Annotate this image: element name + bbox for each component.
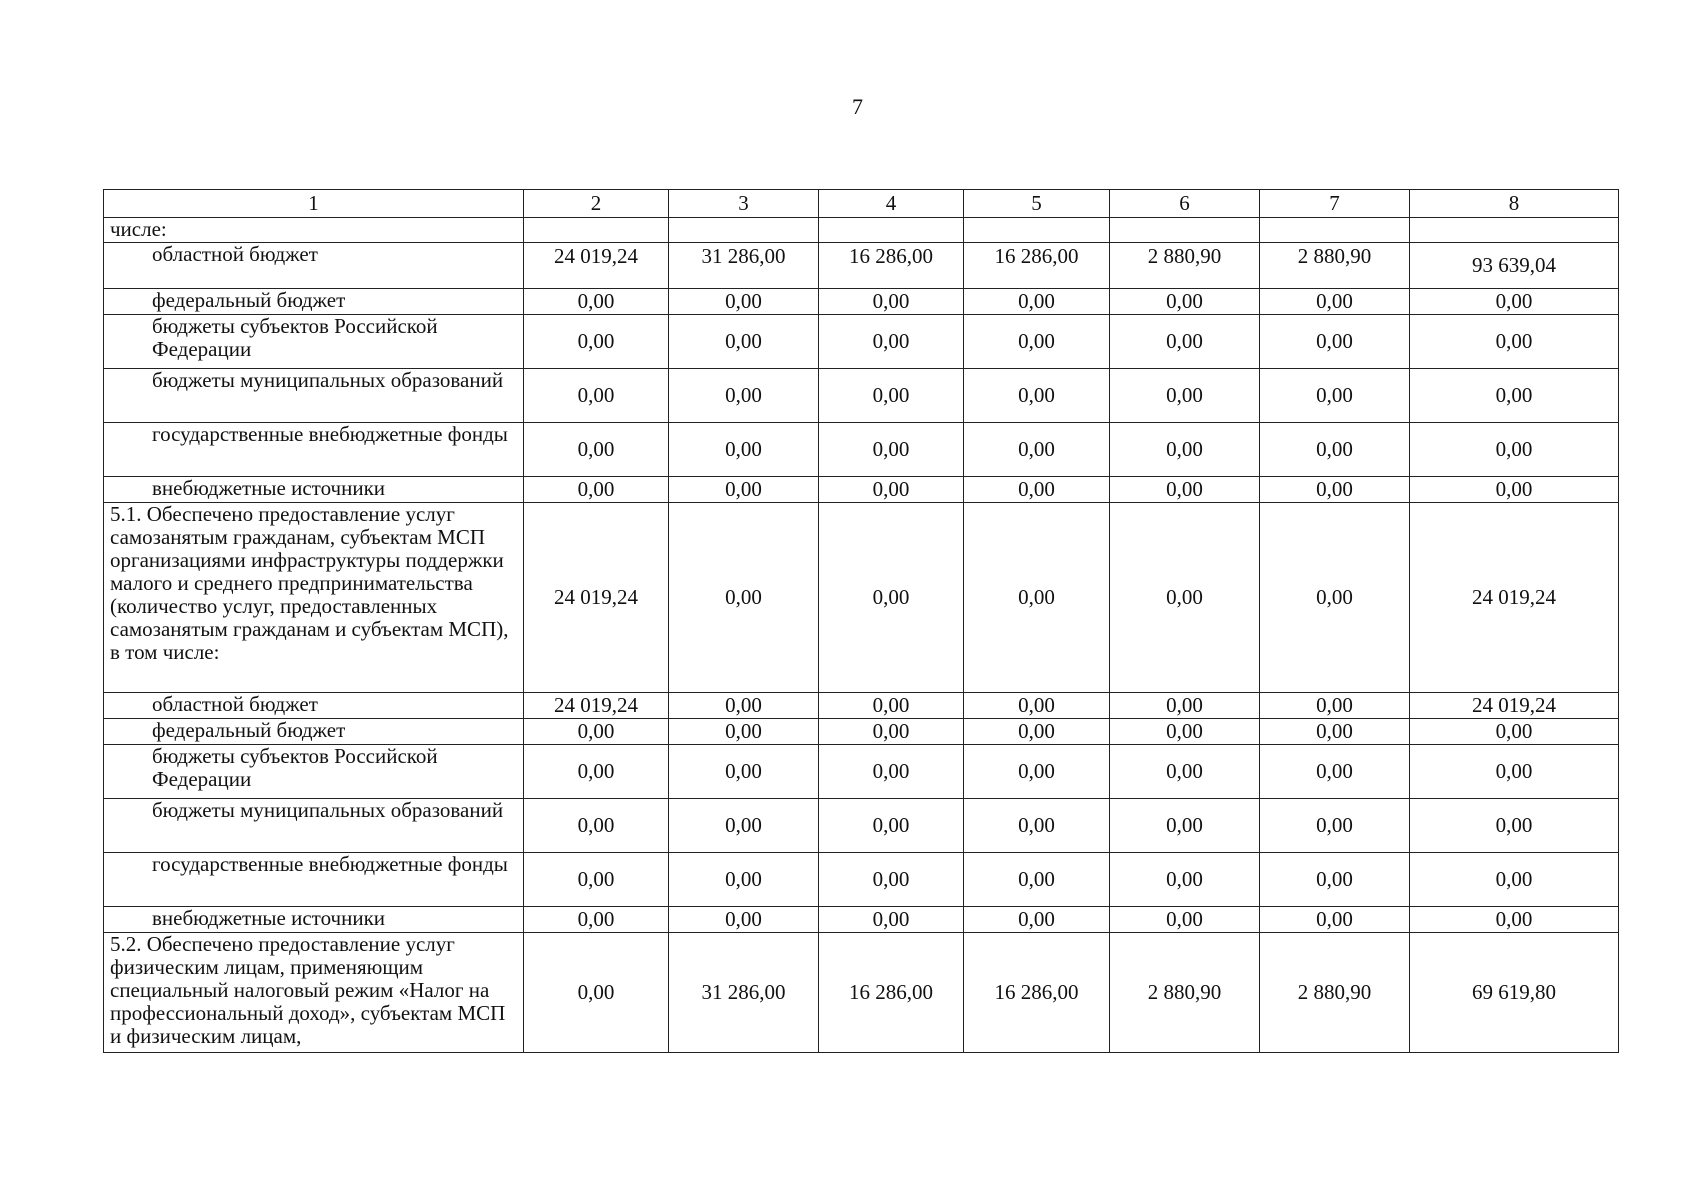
table-cell: 2 880,90 (1110, 243, 1260, 289)
table-cell: 0,00 (819, 423, 964, 477)
table-cell: 0,00 (669, 477, 819, 503)
table-cell: 0,00 (524, 423, 669, 477)
table-cell: 0,00 (1260, 693, 1410, 719)
row-label: федеральный бюджет (104, 289, 524, 315)
table-cell: 0,00 (964, 477, 1110, 503)
table-cell: 0,00 (524, 369, 669, 423)
row-label: областной бюджет (104, 693, 524, 719)
table-cell: 0,00 (1410, 477, 1619, 503)
table-cell: 0,00 (669, 369, 819, 423)
row-label: государственные внебюджетные фонды (104, 853, 524, 907)
table-cell: 0,00 (1260, 315, 1410, 369)
table-cell: 0,00 (819, 745, 964, 799)
table-cell: 0,00 (1260, 369, 1410, 423)
table-cell: 0,00 (819, 289, 964, 315)
table-cell: 0,00 (1410, 799, 1619, 853)
table-cell: 0,00 (1110, 745, 1260, 799)
table-cell: 24 019,24 (524, 243, 669, 289)
table-cell: 0,00 (964, 369, 1110, 423)
table-cell: 16 286,00 (819, 933, 964, 1053)
table-cell: 0,00 (819, 693, 964, 719)
row-label: 5.1. Обеспечено предоставление услуг самозанятым гражданам, субъектам МСП организациями инфраструктуры поддержки малого и среднего предпринимательства (количество услуг, предоставленных самозанятым гражданам и субъектам МСП), в том числе: (104, 503, 524, 693)
table-cell: 0,00 (819, 477, 964, 503)
table-cell: 0,00 (524, 933, 669, 1053)
table-cell: 0,00 (964, 853, 1110, 907)
table-cell: 0,00 (964, 907, 1110, 933)
table-row (104, 289, 1619, 315)
table-row (104, 423, 1619, 477)
row-label: бюджеты субъектов Российской Федерации (104, 745, 524, 799)
table-cell: 31 286,00 (669, 243, 819, 289)
table-cell: 0,00 (669, 799, 819, 853)
column-header: 2 (524, 190, 669, 218)
table-cell: 0,00 (524, 853, 669, 907)
table-cell: 0,00 (964, 719, 1110, 745)
table-cell: 2 880,90 (1260, 243, 1410, 289)
table-row (104, 719, 1619, 745)
table-cell: 0,00 (1260, 907, 1410, 933)
table-cell: 0,00 (964, 423, 1110, 477)
table-cell: 0,00 (1410, 853, 1619, 907)
table-cell: 0,00 (964, 799, 1110, 853)
column-header: 3 (669, 190, 819, 218)
table-cell: 0,00 (1110, 503, 1260, 693)
table-cell (1410, 218, 1619, 243)
table-cell: 0,00 (819, 719, 964, 745)
table-cell: 0,00 (964, 503, 1110, 693)
table-cell: 0,00 (669, 853, 819, 907)
table-cell: 0,00 (819, 853, 964, 907)
table-cell (669, 218, 819, 243)
table-row (104, 243, 1619, 289)
table-cell: 0,00 (964, 693, 1110, 719)
table-cell: 0,00 (819, 315, 964, 369)
table-cell: 0,00 (1260, 503, 1410, 693)
table-cell: 31 286,00 (669, 933, 819, 1053)
row-label: внебюджетные источники (104, 477, 524, 503)
table-cell: 0,00 (1410, 907, 1619, 933)
column-header: 5 (964, 190, 1110, 218)
table-row (104, 799, 1619, 853)
table-row (104, 369, 1619, 423)
table-cell: 16 286,00 (819, 243, 964, 289)
table-row (104, 693, 1619, 719)
table-cell: 93 639,04 (1410, 243, 1619, 289)
table-cell: 0,00 (1260, 719, 1410, 745)
table-cell: 16 286,00 (964, 243, 1110, 289)
table-cell: 0,00 (1110, 369, 1260, 423)
table-cell: 0,00 (1260, 477, 1410, 503)
table-cell (524, 218, 669, 243)
table-cell: 0,00 (1110, 477, 1260, 503)
table-cell: 0,00 (669, 719, 819, 745)
table-cell: 0,00 (524, 907, 669, 933)
table-cell: 0,00 (819, 799, 964, 853)
table-cell: 24 019,24 (524, 503, 669, 693)
table-cell: 0,00 (1110, 907, 1260, 933)
table-cell: 0,00 (524, 745, 669, 799)
table-cell: 0,00 (669, 503, 819, 693)
table-cell: 0,00 (819, 907, 964, 933)
table-cell: 0,00 (1110, 315, 1260, 369)
table-cell: 0,00 (524, 315, 669, 369)
table-row (104, 745, 1619, 799)
table-cell: 0,00 (1410, 745, 1619, 799)
table-row (104, 315, 1619, 369)
table-cell: 0,00 (964, 289, 1110, 315)
table-cell: 0,00 (1110, 719, 1260, 745)
table-cell: 0,00 (1410, 315, 1619, 369)
table-cell: 16 286,00 (964, 933, 1110, 1053)
table-row (104, 853, 1619, 907)
table-cell: 0,00 (669, 745, 819, 799)
budget-table (103, 189, 1619, 1053)
table-cell: 0,00 (1110, 423, 1260, 477)
table-row (104, 477, 1619, 503)
table-cell: 2 880,90 (1260, 933, 1410, 1053)
table-cell: 0,00 (669, 423, 819, 477)
table-cell: 0,00 (1260, 289, 1410, 315)
table-cell (1260, 218, 1410, 243)
table-cell: 0,00 (819, 369, 964, 423)
table-cell: 0,00 (1410, 289, 1619, 315)
table-cell: 0,00 (669, 693, 819, 719)
table-cell: 0,00 (819, 503, 964, 693)
table-cell: 0,00 (669, 289, 819, 315)
table-cell: 0,00 (1410, 369, 1619, 423)
row-label: областной бюджет (104, 243, 524, 289)
table-cell: 0,00 (1110, 289, 1260, 315)
table-header-row (104, 190, 1619, 218)
column-header: 4 (819, 190, 964, 218)
table-row (104, 218, 1619, 243)
table-cell: 0,00 (1410, 423, 1619, 477)
table-row (104, 933, 1619, 1053)
table-cell: 0,00 (1110, 799, 1260, 853)
table-cell: 0,00 (964, 315, 1110, 369)
column-header: 1 (104, 190, 524, 218)
table-cell (964, 218, 1110, 243)
table-cell: 0,00 (524, 719, 669, 745)
table-cell: 24 019,24 (1410, 693, 1619, 719)
table-cell: 2 880,90 (1110, 933, 1260, 1053)
row-label: внебюджетные источники (104, 907, 524, 933)
row-label: бюджеты муниципальных образований (104, 369, 524, 423)
table-cell: 0,00 (1110, 693, 1260, 719)
table-cell: 24 019,24 (1410, 503, 1619, 693)
table-cell: 0,00 (524, 477, 669, 503)
row-label: числе: (104, 218, 524, 243)
table-row (104, 503, 1619, 693)
row-label: государственные внебюджетные фонды (104, 423, 524, 477)
table-cell: 0,00 (1260, 423, 1410, 477)
table-cell: 24 019,24 (524, 693, 669, 719)
row-label: 5.2. Обеспечено предоставление услуг физическим лицам, применяющим специальный налоговый режим «Налог на профессиональный доход», субъектам МСП и физическим лицам, (104, 933, 524, 1053)
table-cell: 69 619,80 (1410, 933, 1619, 1053)
table-cell: 0,00 (1110, 853, 1260, 907)
table-cell: 0,00 (964, 745, 1110, 799)
table-cell: 0,00 (1410, 719, 1619, 745)
table-cell (819, 218, 964, 243)
table-cell: 0,00 (1260, 745, 1410, 799)
table-cell: 0,00 (669, 315, 819, 369)
table-cell: 0,00 (524, 289, 669, 315)
row-label: бюджеты субъектов Российской Федерации (104, 315, 524, 369)
column-header: 8 (1410, 190, 1619, 218)
row-label: федеральный бюджет (104, 719, 524, 745)
table-cell: 0,00 (669, 907, 819, 933)
table-cell (1110, 218, 1260, 243)
table-row (104, 907, 1619, 933)
table-cell: 0,00 (1260, 853, 1410, 907)
row-label: бюджеты муниципальных образований (104, 799, 524, 853)
table-cell: 0,00 (524, 799, 669, 853)
page-number: 7 (852, 94, 863, 119)
column-header: 6 (1110, 190, 1260, 218)
table-cell: 0,00 (1260, 799, 1410, 853)
column-header: 7 (1260, 190, 1410, 218)
